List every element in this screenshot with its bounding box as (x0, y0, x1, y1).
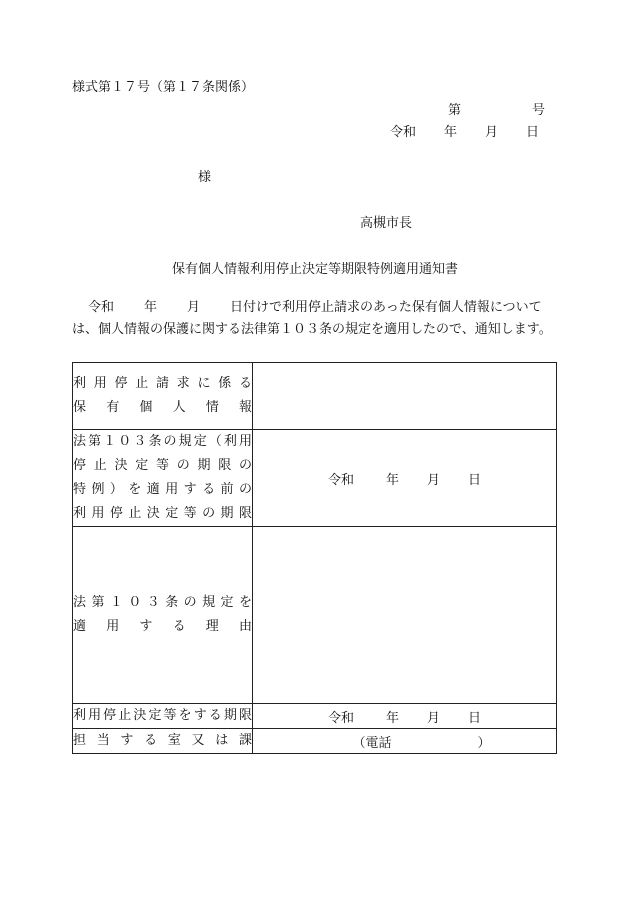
value-new-deadline (253, 704, 557, 729)
label-line: 利用停止請求に係る (73, 376, 252, 391)
date-year: 年 (385, 472, 399, 488)
label-reason (73, 527, 253, 704)
document-title: 保有個人情報利用停止決定等期限特例適用通知書 (171, 262, 458, 277)
issue-date-day: 日 (526, 125, 540, 140)
phone-open: （電話 (352, 735, 392, 751)
value-department-phone (253, 729, 557, 754)
issue-date-month: 月 (485, 125, 499, 140)
label-line: 利用停止決定等をする期限 (73, 708, 252, 723)
label-new-deadline (73, 704, 253, 729)
label-line: 利用停止決定等の期限 (73, 506, 252, 521)
date-day: 日 (468, 472, 482, 488)
label-original-deadline (73, 430, 253, 527)
value-original-deadline (253, 430, 557, 527)
label-line: 法第１０３条の規定（利用 (73, 434, 252, 449)
date-month: 月 (427, 472, 441, 488)
date-era: 令和 (327, 472, 354, 488)
body-month: 月 (187, 300, 201, 315)
issuer-name: 高槻市長 (360, 216, 413, 231)
label-line: 適用する理由 (73, 619, 252, 634)
phone-close: ） (477, 735, 491, 751)
label-line: 担当する室又は課 (73, 733, 252, 748)
date-era: 令和 (327, 710, 354, 726)
date-year: 年 (385, 710, 399, 726)
body-era: 令和 (88, 300, 115, 315)
table-row-reason (73, 527, 557, 704)
notice-table (72, 362, 557, 754)
document-number-prefix: 第 (448, 103, 462, 118)
body-year: 年 (144, 300, 158, 315)
addressee-suffix: 様 (198, 170, 212, 185)
value-reason (253, 527, 557, 704)
form-number: 様式第１７号（第１７条関係） (72, 80, 255, 95)
date-day: 日 (468, 710, 482, 726)
label-line: 特例）を適用する前の (73, 482, 252, 497)
date-month: 月 (427, 710, 441, 726)
issue-date-era: 令和 (390, 125, 417, 140)
document-number-suffix: 号 (532, 103, 546, 118)
body-text: 日付けで利用停止請求のあった保有個人情報については、個人情報の保護に関する法律第１０３条の規定を適用したので、通知します。 (72, 300, 552, 337)
label-line: 停止決定等の期限の (73, 458, 252, 473)
label-line: 保有個人情報 (73, 400, 252, 415)
label-personal-info (73, 363, 253, 430)
table-row-new-deadline (73, 704, 557, 729)
issue-date (390, 121, 539, 140)
label-line: 法第１０３条の規定を (73, 595, 252, 610)
notice-body (72, 297, 562, 341)
issue-date-year: 年 (444, 125, 458, 140)
value-personal-info (253, 363, 557, 430)
label-department (73, 729, 253, 754)
table-row-original-deadline (73, 430, 557, 527)
table-row-department (73, 729, 557, 754)
table-row-personal-info (73, 363, 557, 430)
